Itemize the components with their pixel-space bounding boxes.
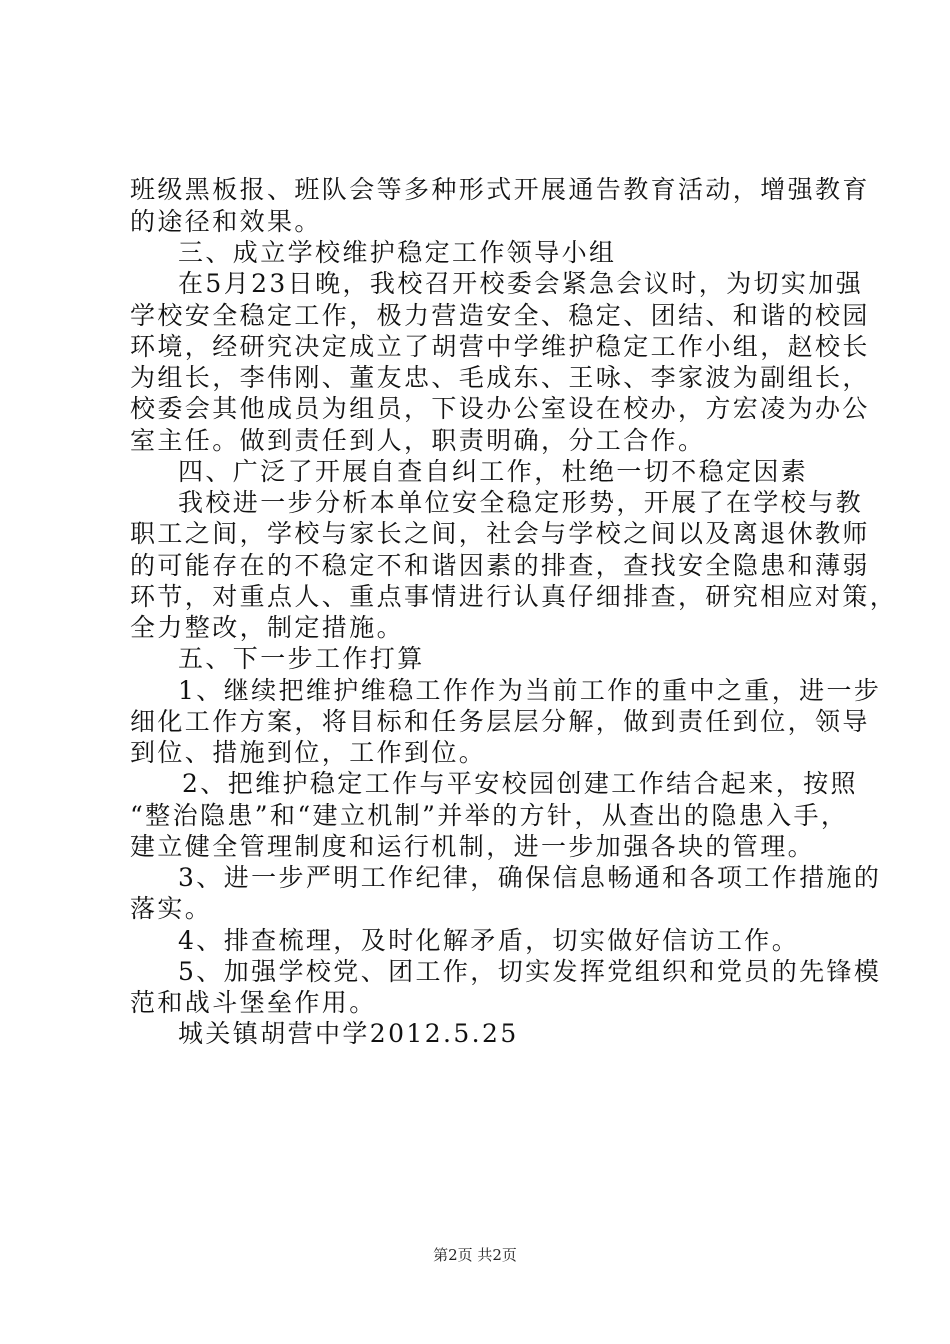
list-item-4: 4、排查梳理，及时化解矛盾，切实做好信访工作。 (178, 926, 800, 955)
body-text-line: 建立健全管理制度和运行机制，进一步加强各块的管理。 (130, 832, 816, 861)
section-heading: 四、广泛了开展自查自纠工作，杜绝一切不稳定因素 (178, 457, 809, 486)
list-item-2: 2、把维护稳定工作与平安校园创建工作结合起来，按照 (182, 769, 858, 798)
body-text-line: 落实。 (130, 894, 213, 923)
body-text-line: 细化工作方案，将目标和任务层层分解，做到责任到位，领导 (130, 707, 870, 736)
body-text-line: 全力整改，制定措施。 (130, 613, 405, 642)
list-item-5: 5、加强学校党、团工作，切实发挥党组织和党员的先锋模 (178, 957, 882, 986)
body-text-line: 的途径和效果。 (130, 207, 322, 236)
body-text-line: 在5月23日晚，我校召开校委会紧急会议时，为切实加强 (178, 269, 864, 298)
section-heading: 五、下一步工作打算 (178, 644, 425, 673)
body-text-line: 学校安全稳定工作，极力营造安全、稳定、团结、和谐的校园 (130, 301, 870, 330)
body-text-line: 范和战斗堡垒作用。 (130, 988, 377, 1017)
section-heading: 三、成立学校维护稳定工作领导小组 (178, 238, 617, 267)
body-text-line: 到位、措施到位，工作到位。 (130, 738, 487, 767)
list-item-3: 3、进一步严明工作纪律，确保信息畅通和各项工作措施的 (178, 863, 882, 892)
body-text-line: 班级黑板报、班队会等多种形式开展通告教育活动，增强教育 (130, 175, 870, 204)
body-text-line: 职工之间，学校与家长之间，社会与学校之间以及离退休教师 (130, 519, 870, 548)
signature-date: 城关镇胡营中学2012.5.25 (178, 1019, 519, 1048)
body-text-line: 环境，经研究决定成立了胡营中学维护稳定工作小组，赵校长 (130, 332, 870, 361)
body-text-line: 的可能存在的不稳定不和谐因素的排查，查找安全隐患和薄弱 (130, 551, 870, 580)
body-text-line: 室主任。做到责任到人，职责明确，分工合作。 (130, 426, 706, 455)
list-item-1: 1、继续把维护维稳工作作为当前工作的重中之重，进一步 (178, 676, 882, 705)
body-text-line: 校委会其他成员为组员，下设办公室设在校办，方宏凌为办公 (130, 394, 870, 423)
page-number-footer: 第2页 共2页 (433, 1246, 517, 1264)
body-text-line: 环节，对重点人、重点事情进行认真仔细排查，研究相应对策， (130, 582, 898, 611)
body-text-line: “整治隐患”和“建立机制”并举的方针，从查出的隐患入手， (130, 801, 849, 830)
body-text-line: 为组长，李伟刚、董友忠、毛成东、王咏、李家波为副组长， (130, 363, 870, 392)
body-text-line: 我校进一步分析本单位安全稳定形势，开展了在学校与教 (178, 488, 864, 517)
